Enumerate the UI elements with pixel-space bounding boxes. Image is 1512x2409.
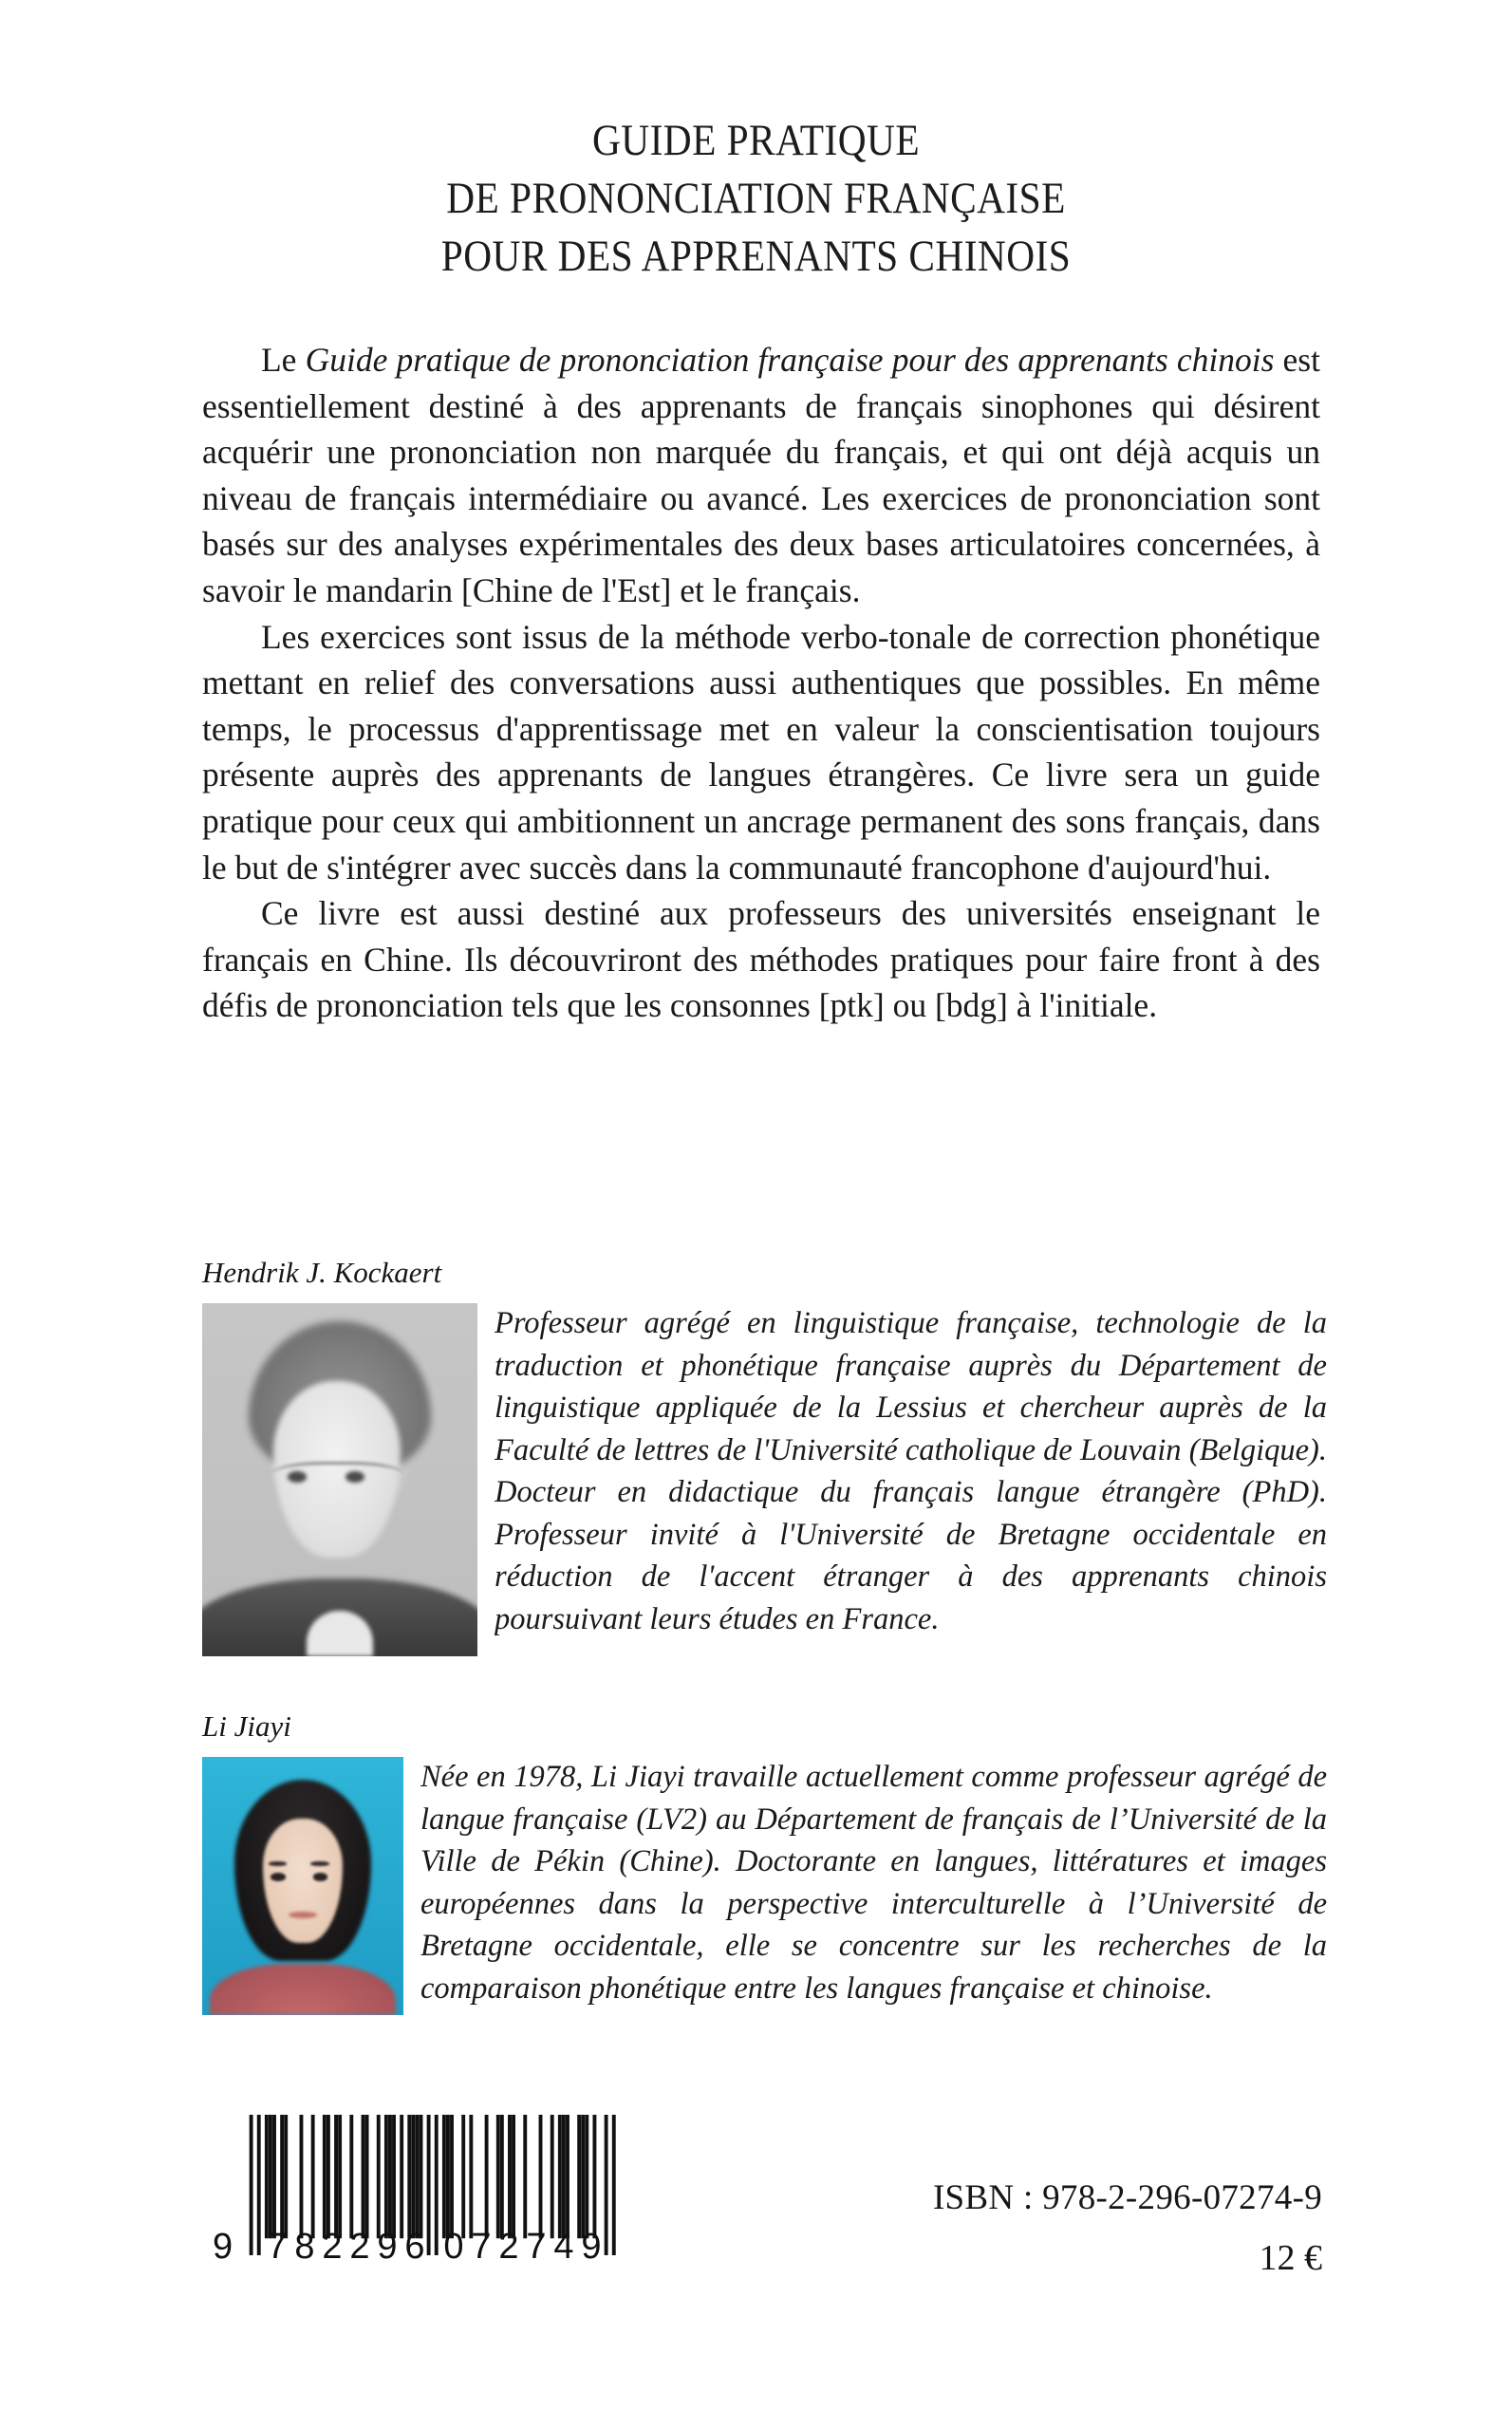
author-photo-kockaert	[202, 1303, 477, 1656]
portrait-sweater	[210, 1964, 395, 2015]
author-entry-li-jiayi	[202, 1709, 1327, 2019]
barcode-digit: 8	[294, 2227, 316, 2267]
barcode-digit: 2	[498, 2227, 520, 2267]
author-name: Hendrik J. Kockaert	[202, 1256, 442, 1289]
portrait-glasses	[271, 1462, 403, 1493]
barcode	[211, 2115, 624, 2268]
blurb-text	[202, 337, 1320, 1029]
barcode-digit: 0	[443, 2227, 465, 2267]
author-name: Li Jiayi	[202, 1709, 291, 1743]
blurb-paragraph-3: Ce livre est aussi destiné aux professeurs des universités enseignant le français en Chine. Ils découvriront des méthodes pratiques pour faire front à des défis de prononciation tels que les consonnes [ptk] ou [bdg] à l'initiale.	[202, 894, 1320, 1025]
blurb-lead: Le	[261, 341, 306, 379]
price-text: 12 €	[1259, 2238, 1322, 2278]
title-line-1: GUIDE PRATIQUE	[591, 116, 921, 165]
author-photo-li-jiayi	[202, 1757, 403, 2015]
blurb-paragraph-2: Les exercices sont issus de la méthode verbo-tonale de correction phonétique mettant en relief des conversations aussi authentiques que possibles. En même temps, le processus d'apprentissage met en valeur la conscientisation toujours présente auprès des apprenants de langues étrangères. Ce livre sera un guide pratique pour ceux qui ambitionnent un ancrage permanent des sons français, dans le but de s'intégrer avec succès dans la communauté francophone d'aujourd'hui.	[202, 617, 1320, 887]
title-line-2: DE PRONONCIATION FRANÇAISE	[446, 174, 1066, 223]
author-entry-kockaert	[202, 1255, 1327, 1660]
barcode-left-group	[264, 2227, 429, 2268]
barcode-lead-digit: 9	[213, 2227, 234, 2267]
blurb-paragraph-1	[202, 337, 1320, 614]
book-title	[0, 112, 1512, 286]
barcode-digit: 2	[322, 2227, 344, 2267]
barcode-digit: 9	[581, 2227, 603, 2267]
author-body	[202, 1298, 1327, 1640]
barcode-digit: 7	[267, 2227, 289, 2267]
barcode-digit: 6	[404, 2227, 426, 2267]
portrait-brow-right	[310, 1861, 328, 1865]
portrait-brow-left	[269, 1861, 287, 1865]
portrait-eye-right	[313, 1873, 328, 1880]
title-line-3: POUR DES APPRENANTS CHINOIS	[440, 232, 1072, 281]
blurb-italic-title: Guide pratique de prononciation française pour des apprenants chinois	[305, 341, 1275, 379]
barcode-right-group	[440, 2227, 606, 2268]
author-body	[202, 1752, 1327, 2009]
isbn-price-block	[933, 2174, 1322, 2286]
author-bio: Professeur agrégé en linguistique française, technologie de la traduction et phonétique française auprès du Département de linguistique appliquée de la Lessius et chercheur auprès de la Faculté de lettres de l'Université catholique de Louvain (Belgique). Docteur en didactique du français langue étrangère (PhD). Professeur invité à l'Université de Bretagne occidentale en réduction de l'accent étranger à des apprenants chinois poursuivant leurs études en France.	[495, 1306, 1327, 1636]
portrait-eye-left	[271, 1873, 286, 1880]
barcode-digit: 2	[349, 2227, 371, 2267]
barcode-digit: 7	[471, 2227, 493, 2267]
isbn-text: ISBN : 978-2-296-07274-9	[932, 2178, 1322, 2217]
author-bio: Née en 1978, Li Jiayi travaille actuellement comme professeur agrégé de langue française (LV2) au Département de français de l’Université de la Ville de Pékin (Chine). Doctorante en langues, littératures et images européennes dans la perspective interculturelle à l’Université de Bretagne occidentale, elle se concentre sur les recherches de la comparaison phonétique entre les langues française et chinoise.	[420, 1760, 1327, 2006]
barcode-digits	[211, 2227, 624, 2268]
barcode-digit: 9	[377, 2227, 399, 2267]
blurb-rest: est essentiellement destiné à des apprenants de français sinophones qui désirent acquérir une prononciation non marquée du français, et qui ont déjà acquis un niveau de français intermédiaire ou avancé. Les exercices de prononciation sont basés sur des analyses expérimentales des deux bases articulatoires concernées, à savoir le mandarin [Chine de l'Est] et le français.	[202, 341, 1320, 609]
barcode-digit: 4	[553, 2227, 575, 2267]
barcode-digit: 7	[526, 2227, 548, 2267]
